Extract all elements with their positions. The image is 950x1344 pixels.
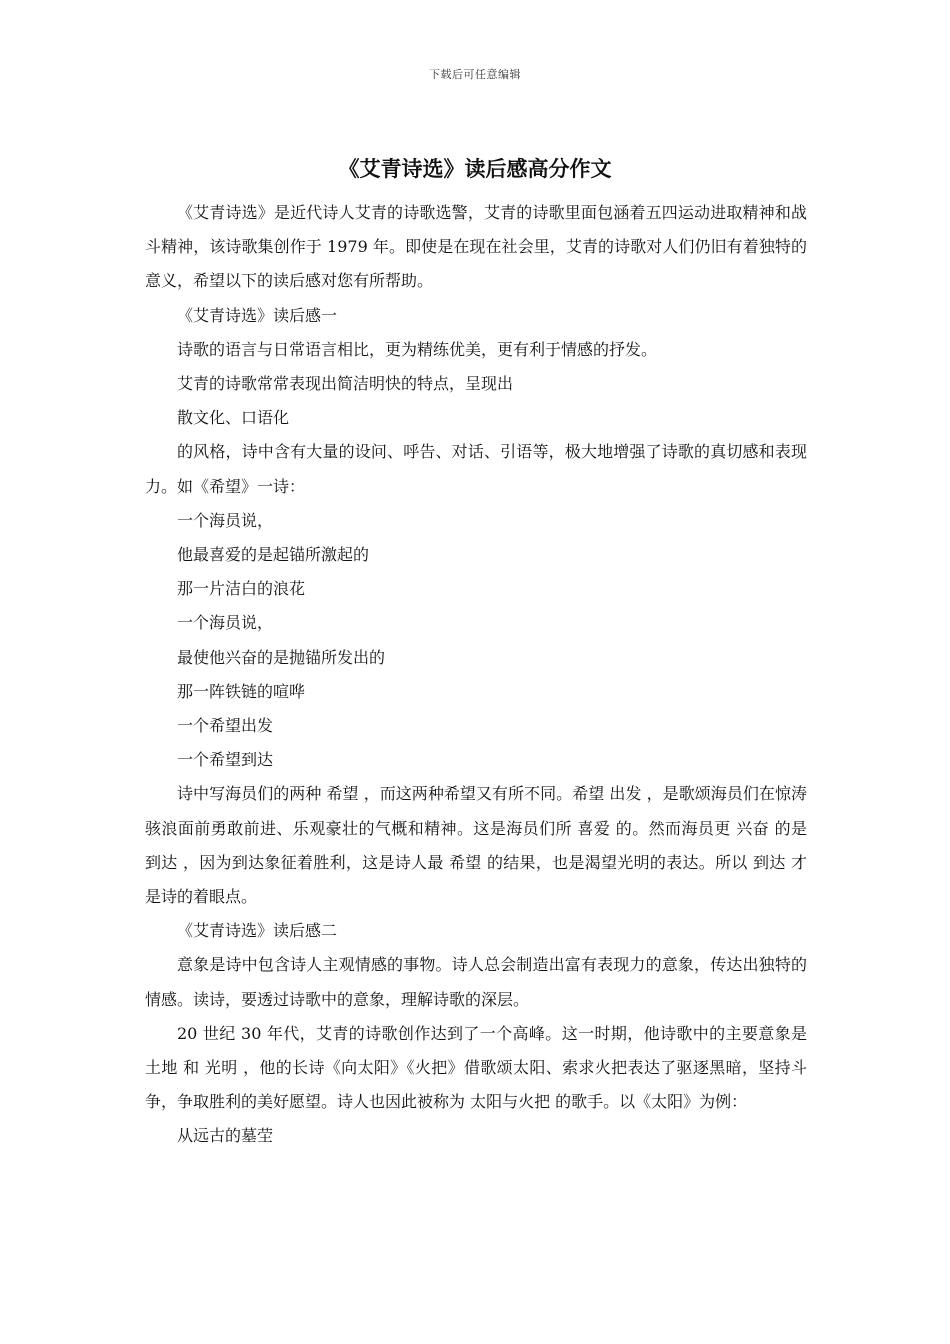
poem-line: 那一片洁白的浪花 [177, 579, 306, 599]
poem-line: 最使他兴奋的是抛锚所发出的 [177, 647, 386, 667]
paragraph: 的风格，诗中含有大量的设问、呼告、对话、引语等，极大地增强了诗歌的真切感和表现力。如《希望》一诗： [145, 442, 807, 496]
poem-line: 一个希望出发 [177, 716, 274, 736]
page-title: 《艾青诗选》读后感高分作文 [338, 156, 612, 181]
poem-line: 一个希望到达 [177, 750, 274, 770]
section-heading-1: 《艾青诗选》读后感一 [177, 305, 338, 325]
paragraph: 20 世纪 30 年代，艾青的诗歌创作达到了一个高峰。这一时期，他诗歌中的主要意象是 土地 和 光明 ，他的长诗《向太阳》《火把》借歌颂太阳、索求火把表达了驱逐黑暗，坚持斗争，争取胜利的美好愿望。诗人也因此被称为 太阳与火把 的歌手。以《太阳》为例： [145, 1023, 807, 1112]
article-body [145, 196, 807, 1154]
intro-paragraph: 《艾青诗选》是近代诗人艾青的诗歌选警，艾青的诗歌里面包涵着五四运动进取精神和战斗精神，该诗歌集创作于 1979 年。即使是在现在社会里，艾青的诗歌对人们仍旧有着独特的意义，希望以下的读后感对您有所帮助。 [145, 203, 807, 291]
section-heading-2: 《艾青诗选》读后感二 [177, 921, 338, 941]
paragraph: 艾青的诗歌常常表现出简洁明快的特点，呈现出 [177, 374, 514, 394]
paragraph: 诗中写海员们的两种 希望 ，而这两种希望又有所不同。希望 出发 ，是歌颂海员们在惊涛骇浪面前勇敢前进、乐观豪壮的气概和精神。这是海员们所 喜爱 的。然而海员更 兴奋 的是 到达 ，因为到达象征着胜利，这是诗人最 希望 的结果，也是渴望光明的表达。所以 到达 才是诗的着眼点。 [145, 784, 807, 907]
poem-line: 一个海员说， [177, 510, 274, 530]
header-note: 下载后可任意编辑 [429, 68, 521, 81]
poem-line: 从远古的墓茔 [177, 1126, 274, 1146]
paragraph: 散文化、口语化 [177, 408, 290, 428]
poem-line: 那一阵铁链的喧哗 [177, 681, 306, 701]
poem-line: 他最喜爱的是起锚所激起的 [177, 545, 370, 565]
paragraph: 意象是诗中包含诗人主观情感的事物。诗人总会制造出富有表现力的意象，传达出独特的情感。读诗，要透过诗歌中的意象，理解诗歌的深层。 [145, 955, 807, 1009]
poem-line: 一个海员说， [177, 613, 274, 633]
paragraph: 诗歌的语言与日常语言相比，更为精练优美，更有利于情感的抒发。 [177, 339, 658, 359]
